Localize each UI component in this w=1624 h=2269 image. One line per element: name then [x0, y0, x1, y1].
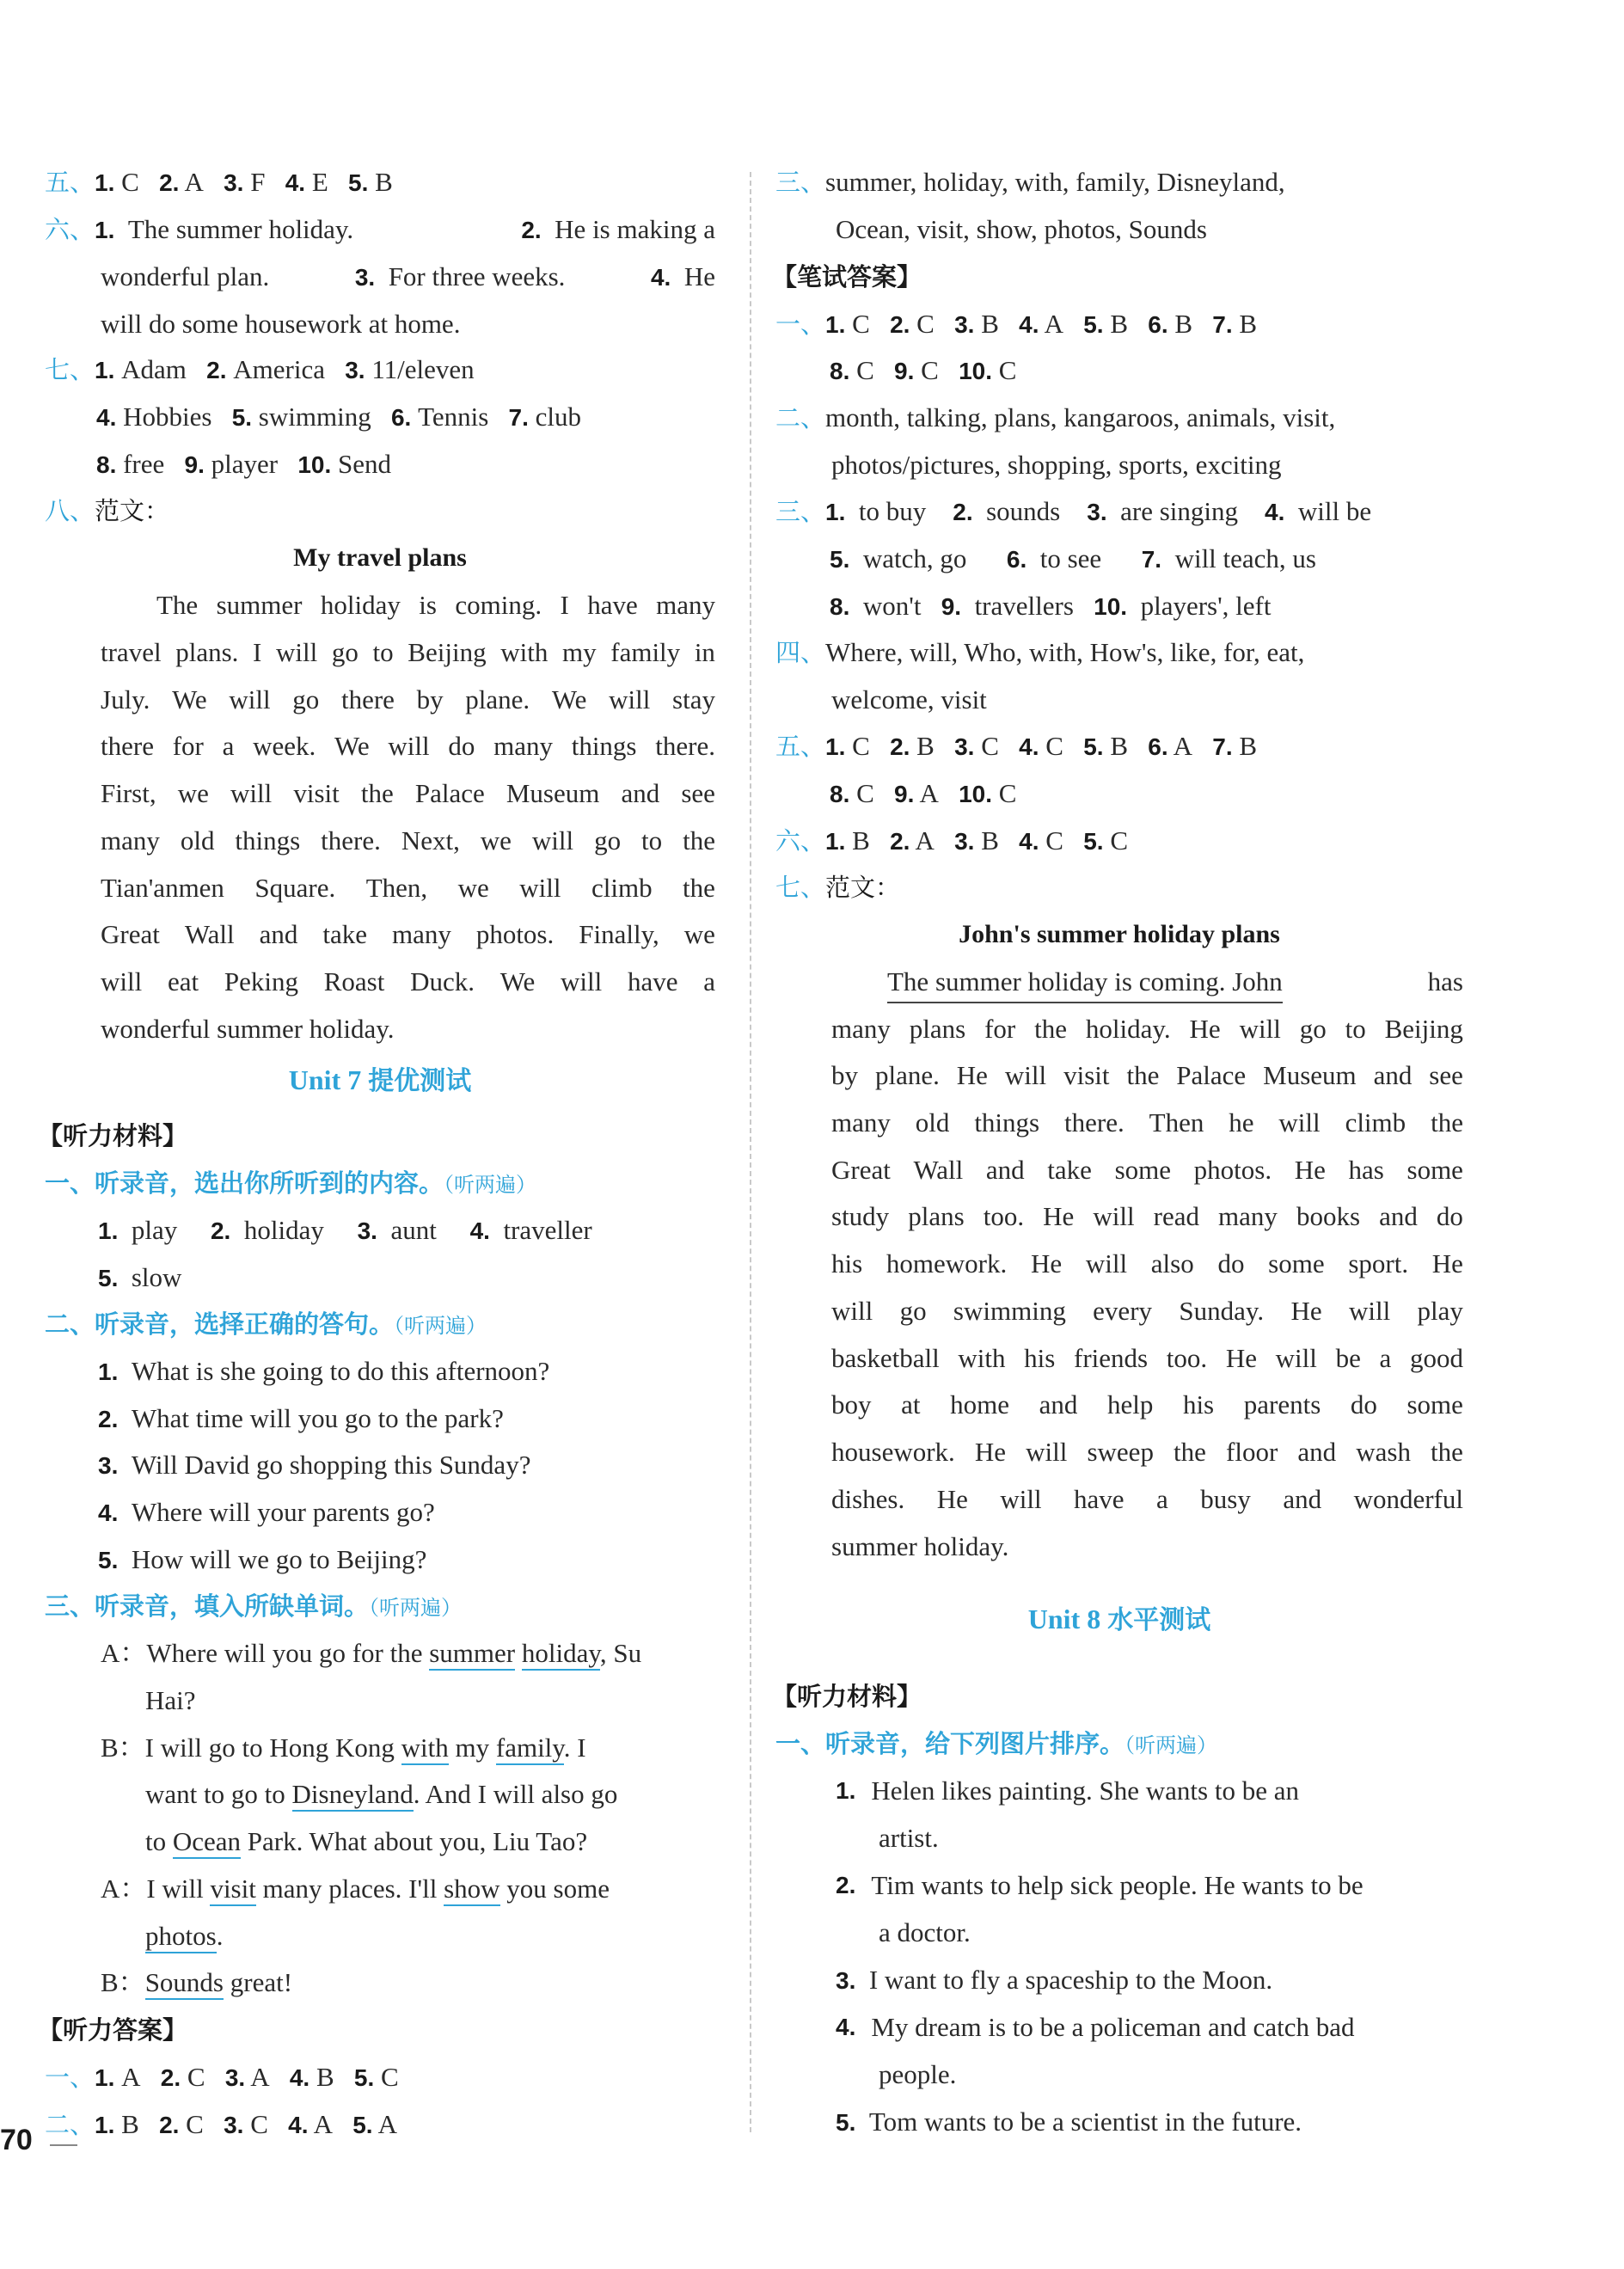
dialogue-line: want to go to Disneyland. And I will also go: [145, 1775, 617, 1813]
unit-7-heading: Unit 7 提优测试: [288, 1064, 472, 1096]
question-item-cont: a doctor.: [879, 1917, 971, 1947]
question-item: 4. Where will your parents go?: [98, 1497, 435, 1527]
essay-title: My travel plans: [293, 543, 467, 572]
essay-line: his homework. He will also do some sport. He: [831, 1248, 1463, 1279]
listening-material-label: 【听力材料】: [772, 1682, 922, 1711]
dialogue-line: photos.: [145, 1917, 223, 1955]
question-item-cont: people.: [879, 2059, 957, 2089]
answer-row-liu-1: 六、1. The summer holiday. 2. He is making a: [45, 214, 715, 244]
essay-line: Great Wall and take some photos. He has some: [831, 1155, 1463, 1185]
question-item: 1. Helen likes painting. She wants to be an: [836, 1775, 1299, 1806]
column-divider: [750, 172, 751, 2132]
essay-line: basketball with his friends too. He will be a good: [831, 1343, 1463, 1373]
essay-line: dishes. He will have a busy and wonderful: [831, 1484, 1463, 1514]
written-row-4: 四、Where, will, Who, with, How's, like, for, eat,: [775, 637, 1305, 667]
question-item: 2. Tim wants to help sick people. He wants to be: [836, 1870, 1364, 1900]
essay-line: many plans for the holiday. He will go to Beijing: [831, 1014, 1463, 1044]
question-item: 5. How will we go to Beijing?: [98, 1544, 427, 1574]
answer-row-liu-3: will do some housework at home.: [101, 309, 461, 339]
written-row-2: 二、month, talking, plans, kangaroos, animals, visit,: [775, 402, 1336, 432]
essay-line: Great Wall and take many photos. Finally, we: [101, 919, 715, 949]
section-3-title: 三、听录音，填入所缺单词。（听两遍）: [45, 1591, 463, 1621]
sample-essay-label: 八、范文：: [45, 496, 170, 525]
answer-row-wu: 五、1. C 2. A 3. F 4. E 5. B: [45, 167, 393, 197]
listening-answers-row-1: 一、1. A 2. C 3. A 4. B 5. C: [45, 2062, 399, 2092]
question-item-cont: artist.: [879, 1823, 939, 1853]
written-row-5b: 8. C 9. A 10. C: [830, 778, 1017, 808]
section-1-row-1: 1. play 2. holiday 3. aunt 4. traveller: [98, 1215, 592, 1245]
essay-line: study plans too. He will read many books and do: [831, 1201, 1463, 1231]
essay-line: by plane. He will visit the Palace Museum and see: [831, 1060, 1463, 1090]
written-row-1b: 8. C 9. C 10. C: [830, 355, 1017, 385]
dialogue-line: to Ocean Park. What about you, Liu Tao?: [145, 1823, 587, 1861]
essay-line: many old things there. Next, we will go to the: [101, 825, 715, 855]
answer-row-san-2: Ocean, visit, show, photos, Sounds: [836, 214, 1207, 244]
question-item: 4. My dream is to be a policeman and catch bad: [836, 2012, 1355, 2042]
listening-answers-row-2: 二、1. B 2. C 3. C 4. A 5. A: [45, 2109, 397, 2139]
written-row-3c: 8. won't 9. travellers 10. players', left: [830, 591, 1272, 621]
essay-line: wonderful summer holiday.: [101, 1014, 395, 1044]
written-row-4b: welcome, visit: [831, 684, 987, 714]
question-item: 3. I want to fly a spaceship to the Moon.: [836, 1965, 1273, 1995]
dialogue-line: A：I will visit many places. I'll show you some: [101, 1870, 610, 1908]
dialogue-line: A：Where will you go for the summer holiday, Su: [101, 1634, 641, 1672]
dialogue-line: B：Sounds great!: [101, 1964, 292, 2002]
essay-line: will go swimming every Sunday. He will play: [831, 1296, 1463, 1326]
essay-line: Tian'anmen Square. Then, we will climb the: [101, 873, 715, 903]
answer-row-qi-3: 8. free 9. player 10. Send: [96, 449, 392, 479]
written-row-5: 五、1. C 2. B 3. C 4. C 5. B 6. A 7. B: [775, 731, 1258, 761]
dialogue-line: B：I will go to Hong Kong with my family. I: [101, 1729, 586, 1767]
written-row-6: 六、1. B 2. A 3. B 4. C 5. C: [775, 825, 1128, 855]
written-answers-label: 【笔试答案】: [772, 262, 922, 291]
section-1-title: 一、听录音，给下列图片排序。（听两遍）: [775, 1729, 1218, 1758]
essay-line: summer holiday.: [831, 1531, 1009, 1561]
dialogue-line: Hai?: [145, 1685, 196, 1715]
section-1-title: 一、听录音，选出你所听到的内容。（听两遍）: [45, 1168, 537, 1198]
written-row-3: 三、1. to buy 2. sounds 3. are singing 4. will be: [775, 496, 1372, 526]
essay-line: boy at home and help his parents do some: [831, 1389, 1463, 1420]
written-row-2b: photos/pictures, shopping, sports, exciting: [831, 450, 1282, 480]
section-2-title: 二、听录音，选择正确的答句。（听两遍）: [45, 1309, 487, 1339]
page-number: 70: [0, 2124, 33, 2156]
sample-essay-label: 七、范文：: [775, 873, 901, 902]
essay-line: The summer holiday is coming. John has: [887, 963, 1463, 1003]
section-1-row-2: 5. slow: [98, 1262, 182, 1292]
question-item: 3. Will David go shopping this Sunday?: [98, 1450, 531, 1480]
essay-line: many old things there. Then he will climb the: [831, 1107, 1463, 1138]
listening-answers-label: 【听力答案】: [38, 2015, 188, 2045]
answer-row-liu-2: wonderful plan. 3. For three weeks. 4. He: [101, 261, 715, 291]
question-item: 5. Tom wants to be a scientist in the future.: [836, 2106, 1302, 2137]
essay-line: First, we will visit the Palace Museum and see: [101, 778, 715, 808]
listening-material-label: 【听力材料】: [38, 1121, 188, 1150]
question-item: 2. What time will you go to the park?: [98, 1403, 504, 1433]
essay-line: July. We will go there by plane. We will stay: [101, 684, 715, 714]
written-row-1: 一、1. C 2. C 3. B 4. A 5. B 6. B 7. B: [775, 309, 1258, 339]
page-number-rule: [50, 2144, 77, 2146]
essay-title: John's summer holiday plans: [959, 920, 1280, 948]
answer-row-san-1: 三、summer, holiday, with, family, Disneyland,: [775, 167, 1285, 197]
essay-line: will eat Peking Roast Duck. We will have a: [101, 966, 715, 997]
essay-line: The summer holiday is coming. I have many: [156, 590, 715, 620]
unit-8-heading: Unit 8 水平测试: [1027, 1604, 1211, 1635]
essay-line: travel plans. I will go to Beijing with my family in: [101, 637, 715, 667]
written-row-3b: 5. watch, go 6. to see 7. will teach, us: [830, 543, 1316, 573]
answer-row-qi-2: 4. Hobbies 5. swimming 6. Tennis 7. club: [96, 402, 582, 432]
essay-line: housework. He will sweep the floor and wash the: [831, 1437, 1463, 1467]
answer-row-qi-1: 七、1. Adam 2. America 3. 11/eleven: [45, 354, 475, 384]
question-item: 1. What is she going to do this afternoon?: [98, 1356, 550, 1386]
essay-line: there for a week. We will do many things there.: [101, 731, 715, 761]
